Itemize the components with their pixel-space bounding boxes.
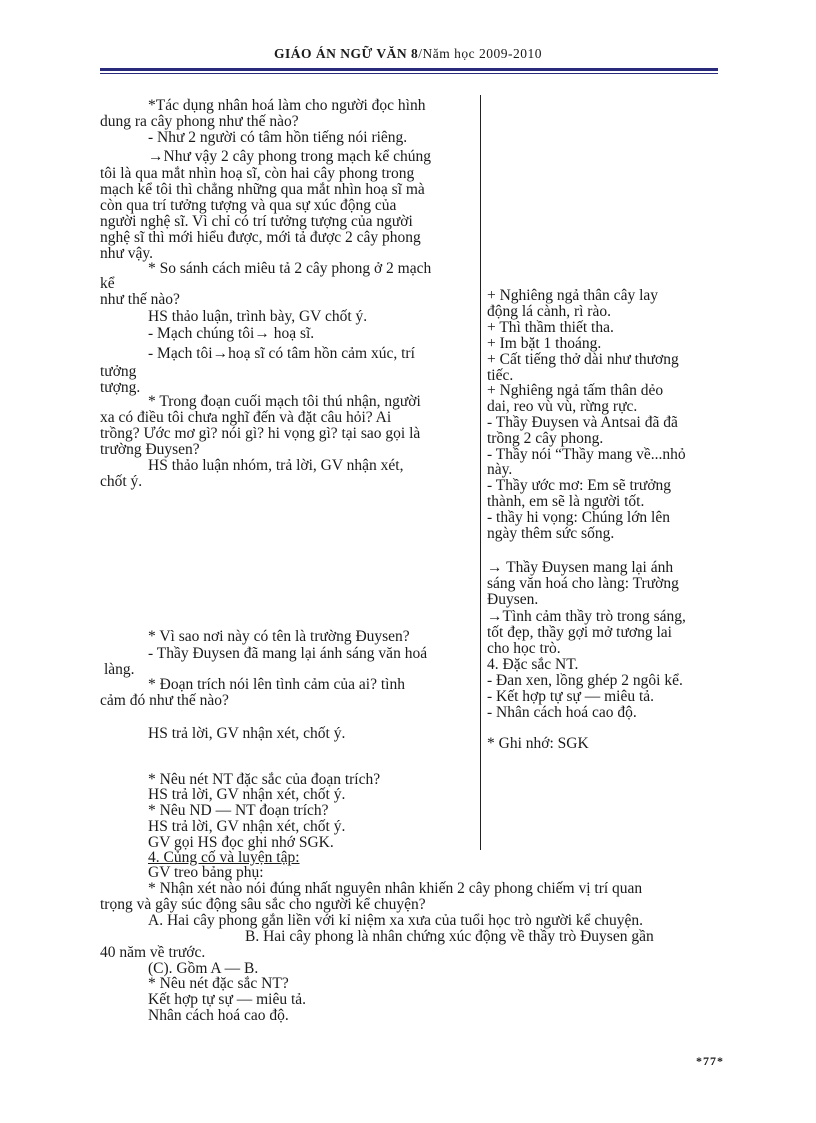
text-line: xa có điều tôi chưa nghĩ đến và đặt câu hỏi? Ai bbox=[100, 409, 392, 426]
text-line: HS trả lời, GV nhận xét, chốt ý. bbox=[148, 786, 346, 803]
text-line: ngày thêm sức sống. bbox=[487, 525, 615, 542]
text-line: 40 năm về trước. bbox=[100, 944, 206, 961]
text-line: - Thầy Đuysen đã mang lại ánh sáng văn hoá bbox=[148, 645, 428, 662]
text-line: HS trả lời, GV nhận xét, chốt ý. bbox=[148, 818, 346, 835]
text-line: sáng văn hoá cho làng: Trường bbox=[487, 575, 679, 592]
text-line: như vậy. bbox=[100, 245, 154, 262]
text-line: * Đoạn trích nói lên tình cảm của ai? tình bbox=[148, 676, 405, 693]
text-line: → Thầy Đuysen mang lại ánh bbox=[487, 559, 674, 576]
text-line: * Nêu nét đặc sắc NT? bbox=[148, 975, 289, 992]
text-line: tôi là qua mắt nhìn hoạ sĩ, còn hai cây phong trong bbox=[100, 165, 415, 182]
text-line: (C). Gồm A — B. bbox=[148, 960, 259, 977]
text-line: - thầy hi vọng: Chúng lớn lên bbox=[487, 509, 670, 526]
header-year: /Năm học 2009-2010 bbox=[418, 46, 542, 61]
text-line: *Tác dụng nhân hoá làm cho người đọc hình bbox=[148, 97, 426, 114]
text-line: A. Hai cây phong gắn liền với kỉ niệm xa xưa của tuổi học trò người kể chuyện. bbox=[148, 912, 644, 929]
text-line: thành, em sẽ là người tốt. bbox=[487, 493, 645, 510]
text-line: tưởng bbox=[100, 363, 137, 380]
text-line: - Thầy nói “Thầy mang về...nhỏ bbox=[487, 446, 686, 463]
text-line: làng. bbox=[104, 661, 135, 678]
text-line: cho học trò. bbox=[487, 640, 561, 657]
text-line: này. bbox=[487, 461, 513, 478]
text-line: như thế nào? bbox=[100, 291, 180, 308]
header-rule-thick bbox=[100, 68, 718, 71]
text-line: trồng? Ước mơ gì? nói gì? hi vọng gì? tại sao gọi là bbox=[100, 425, 421, 442]
text-line: + Cất tiếng thở dài như thương bbox=[487, 351, 679, 368]
text-line: - Như 2 người có tâm hồn tiếng nói riêng. bbox=[148, 129, 408, 146]
text-line: B. Hai cây phong là nhân chứng xúc động về thầy trò Đuysen gần bbox=[245, 928, 654, 945]
text-line: GV gọi HS đọc ghi nhớ SGK. bbox=[148, 834, 334, 851]
text-line: dung ra cây phong như thế nào? bbox=[100, 113, 299, 130]
text-line: nghệ sĩ thì mới hiểu được, mới tả được 2 cây phong bbox=[100, 229, 421, 246]
text-line: - Nhân cách hoá cao độ. bbox=[487, 704, 637, 721]
text-line: trọng và gây súc động sâu sắc cho người kể chuyện? bbox=[100, 896, 426, 913]
text-line: - Mạch tôi→hoạ sĩ có tâm hồn cảm xúc, trí bbox=[148, 345, 415, 362]
text-line: - Kết hợp tự sự — miêu tả. bbox=[487, 688, 655, 705]
text-line: GV treo bảng phụ: bbox=[148, 864, 264, 881]
header-title: GIÁO ÁN NGỮ VĂN 8 bbox=[274, 46, 419, 61]
text-line: - Thầy ước mơ: Em sẽ trưởng bbox=[487, 477, 672, 494]
text-line: động lá cành, rì rào. bbox=[487, 303, 611, 320]
text-line: →Tình cảm thầy trò trong sáng, bbox=[487, 608, 686, 625]
text-line: còn qua trí tưởng tượng và qua sự xúc động của bbox=[100, 197, 397, 214]
text-line: * Nêu ND — NT đoạn trích? bbox=[148, 802, 329, 819]
text-line: 4. Đặc sắc NT. bbox=[487, 656, 579, 673]
text-line: Kết hợp tự sự — miêu tả. bbox=[148, 991, 307, 1008]
page-header bbox=[0, 46, 816, 62]
text-line: kể bbox=[100, 275, 115, 292]
page-number: *77* bbox=[696, 1054, 724, 1068]
text-line: * Vì sao nơi này có tên là trường Đuysen? bbox=[148, 628, 410, 645]
text-line: - Thầy Đuysen và Antsai đã đã bbox=[487, 414, 678, 431]
text-line: người nghệ sĩ. Vì chỉ có trí tưởng tượng của người bbox=[100, 213, 413, 230]
text-line: + Im bặt 1 thoáng. bbox=[487, 335, 602, 352]
text-line: Đuysen. bbox=[487, 591, 539, 608]
header-rule-thin bbox=[100, 73, 718, 74]
text-line: + Nghiêng ngả thân cây lay bbox=[487, 287, 659, 304]
text-line: tiếc. bbox=[487, 367, 514, 384]
section-heading: 4. Củng cố và luyện tập: bbox=[148, 849, 300, 866]
text-line: HS trả lời, GV nhận xét, chốt ý. bbox=[148, 725, 346, 742]
text-line: * Ghi nhớ: SGK bbox=[487, 735, 589, 752]
text-line: cảm đó như thế nào? bbox=[100, 692, 229, 709]
text-line: chốt ý. bbox=[100, 473, 143, 490]
text-line: dai, reo vù vù, rừng rực. bbox=[487, 398, 638, 415]
text-line: + Nghiêng ngả tấm thân dẻo bbox=[487, 382, 664, 399]
text-line: * Trong đoạn cuối mạch tôi thú nhận, người bbox=[148, 393, 421, 410]
text-line: tượng. bbox=[100, 379, 141, 396]
text-line: mạch kể tôi thì chẳng những qua mắt nhìn hoạ sĩ mà bbox=[100, 181, 425, 198]
text-line: trường Đuysen? bbox=[100, 441, 200, 458]
text-line: - Mạch chúng tôi→ hoạ sĩ. bbox=[148, 325, 315, 342]
text-line: trồng 2 cây phong. bbox=[487, 430, 604, 447]
text-line: * Nhận xét nào nói đúng nhất nguyên nhân khiến 2 cây phong chiếm vị trí quan bbox=[148, 880, 643, 897]
text-line: * So sánh cách miêu tả 2 cây phong ở 2 mạch bbox=[148, 260, 432, 277]
text-line: * Nêu nét NT đặc sắc của đoạn trích? bbox=[148, 771, 381, 788]
text-line: - Đan xen, lồng ghép 2 ngôi kể. bbox=[487, 672, 683, 689]
text-line: HS thảo luận nhóm, trả lời, GV nhận xét, bbox=[148, 457, 404, 474]
text-line: Nhân cách hoá cao độ. bbox=[148, 1007, 289, 1024]
column-divider bbox=[480, 95, 481, 850]
text-line: HS thảo luận, trình bày, GV chốt ý. bbox=[148, 308, 368, 325]
text-line: + Thì thầm thiết tha. bbox=[487, 319, 614, 336]
text-line: tốt đẹp, thầy gợi mở tương lai bbox=[487, 624, 672, 641]
text-line: →Như vậy 2 cây phong trong mạch kể chúng bbox=[148, 148, 432, 165]
